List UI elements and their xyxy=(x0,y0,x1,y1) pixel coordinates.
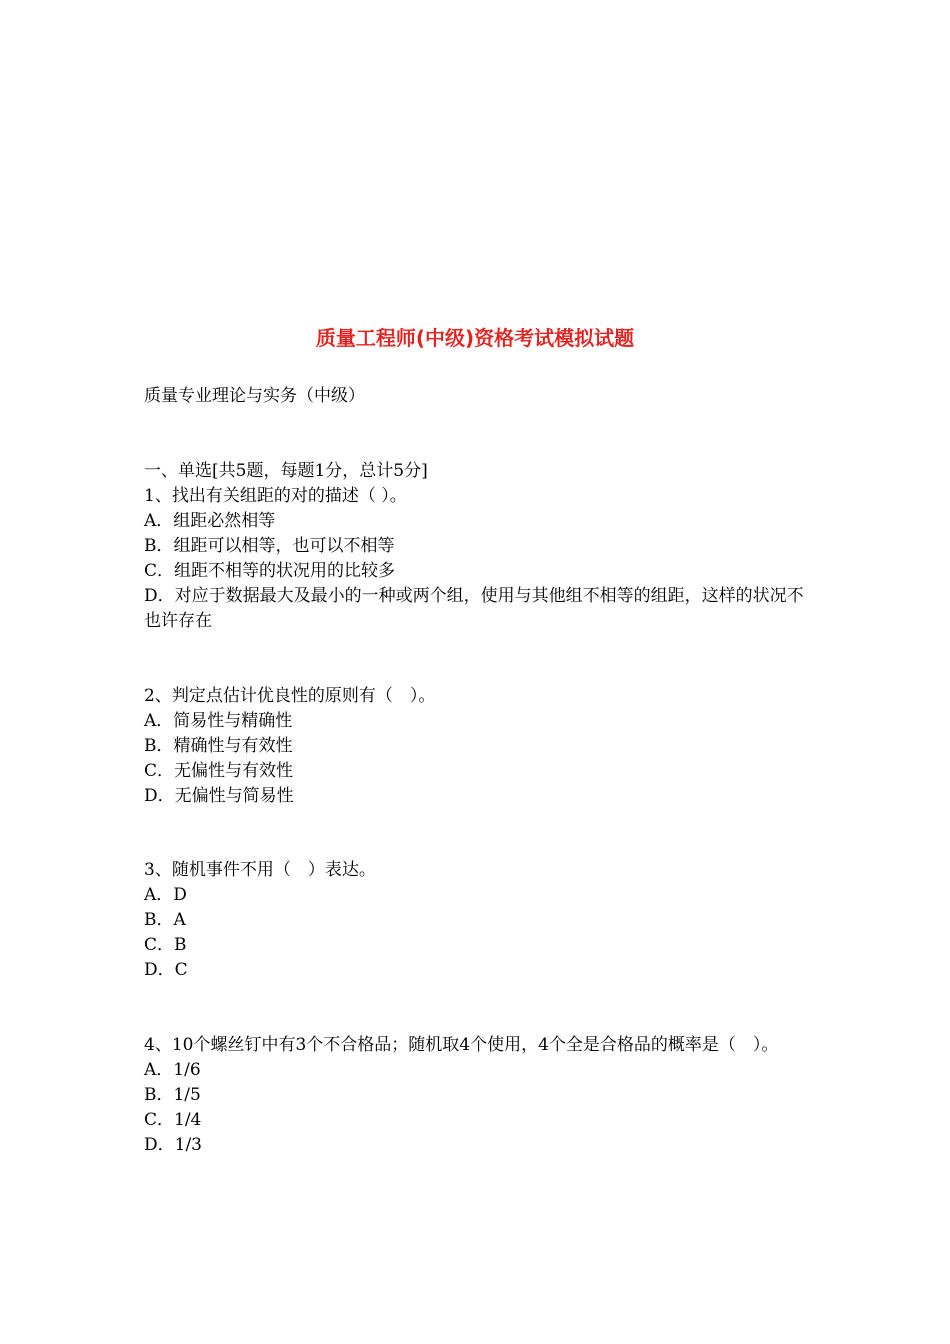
question-1 xyxy=(144,459,812,634)
option-a: A．1/6 xyxy=(144,1060,201,1080)
question-4 xyxy=(144,1033,812,1158)
option-d: D．无偏性与简易性 xyxy=(144,786,294,806)
question-stem: 1、找出有关组距的对的描述（ ）。 xyxy=(144,486,407,506)
option-a: A．D xyxy=(144,885,187,905)
option-a: A．简易性与精确性 xyxy=(144,711,293,731)
option-c: C．B xyxy=(144,935,187,955)
option-b: B．精确性与有效性 xyxy=(144,736,293,756)
option-b: B．A xyxy=(144,910,186,930)
option-d: D．对应于数据最大及最小的一种或两个组，使用与其他组不相等的组距，这样的状况不也许存在 xyxy=(144,586,804,631)
option-a: A．组距必然相等 xyxy=(144,511,276,531)
option-d: D．C xyxy=(144,960,188,980)
question-stem: 3、随机事件不用（ ）表达。 xyxy=(144,860,376,880)
document-title: 质量工程师(中级)资格考试模拟试题 xyxy=(315,326,635,350)
question-stem: 4、10个螺丝钉中有3个不合格品；随机取4个使用，4个全是合格品的概率是（ ）。 xyxy=(144,1035,779,1055)
option-b: B．1/5 xyxy=(144,1085,201,1105)
question-3 xyxy=(144,858,812,983)
question-2 xyxy=(144,684,812,809)
option-c: C．无偏性与有效性 xyxy=(144,761,294,781)
option-c: C．1/4 xyxy=(144,1110,202,1130)
option-b: B．组距可以相等，也可以不相等 xyxy=(144,536,395,556)
question-stem: 2、判定点估计优良性的原则有（ ）。 xyxy=(144,686,436,706)
section-header: 一、单选[共5题，每题1分，总计5分] xyxy=(144,461,428,481)
option-d: D．1/3 xyxy=(144,1135,202,1155)
option-c: C．组距不相等的状况用的比较多 xyxy=(144,561,396,581)
document-subtitle: 质量专业理论与实务（中级） xyxy=(144,386,365,406)
